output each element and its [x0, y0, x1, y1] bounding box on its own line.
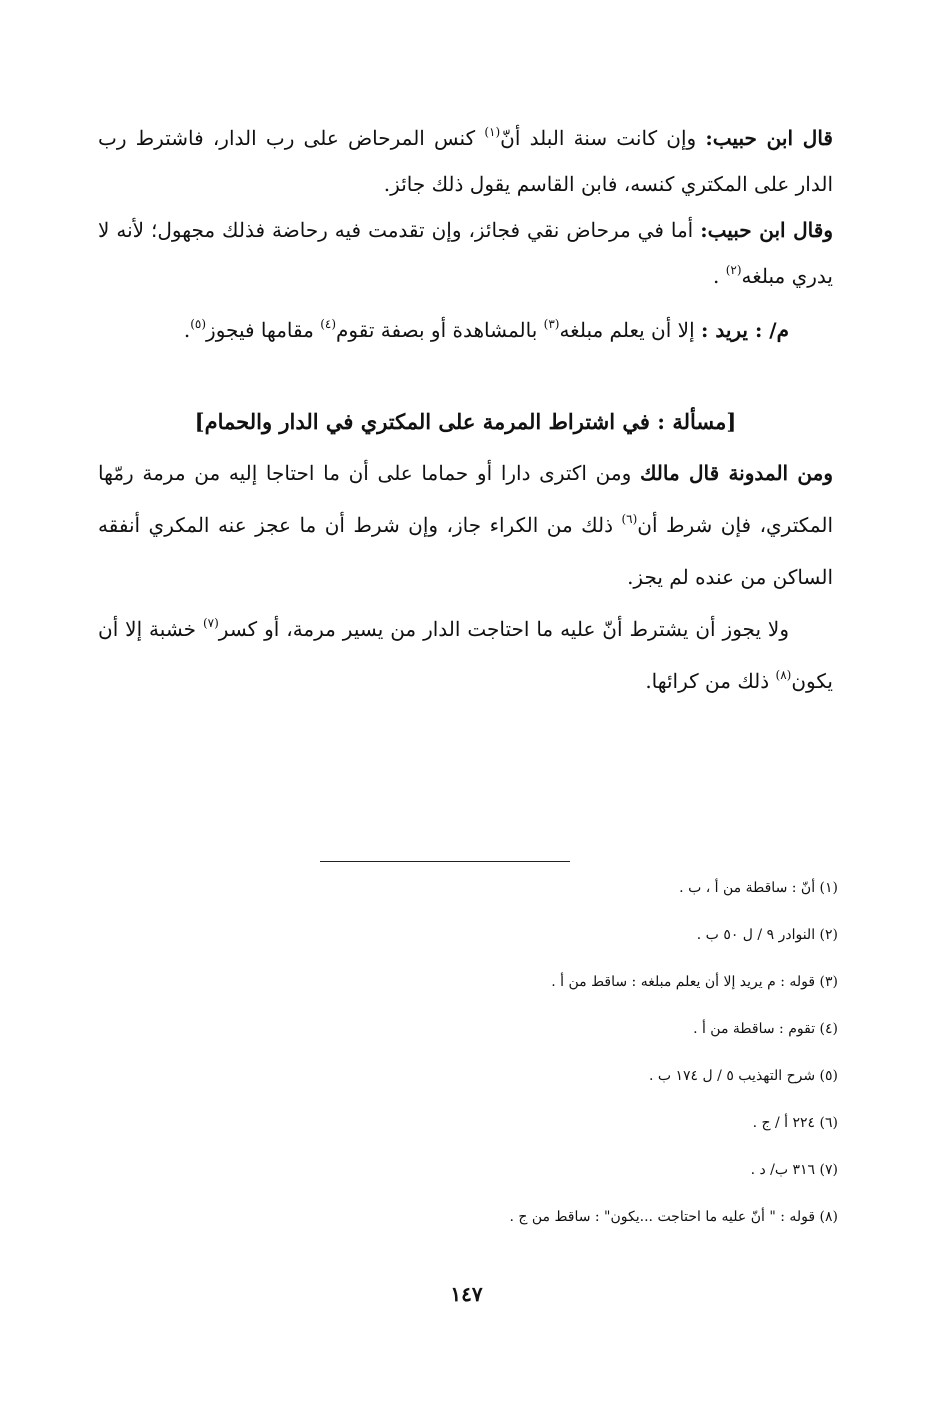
footnote-item: (١) أنّ : ساقطة من أ ، ب .	[679, 880, 838, 896]
speaker-label: قال ابن حبيب:	[705, 126, 833, 150]
footnote-item: (٤) تقوم : ساقطة من أ .	[693, 1021, 838, 1037]
paragraph-text: ذلك من الكراء جاز، وإن شرط أن ما عجز عنه المكري أنفقه الساكن من عنده لم يجز.	[98, 513, 833, 589]
speaker-label: وقال ابن حبيب:	[700, 218, 833, 242]
paragraph-text: إلا أن يعلم مبلغه	[559, 318, 701, 342]
paragraph-3	[98, 307, 833, 353]
footnote-item: (٦) ٢٢٤ أ / ج .	[752, 1115, 838, 1131]
paragraph-text: ومن اكترى دارا أو حماما على أن ما احتاجا إليه من مرمة رمّها المكتري، فإن شرط أن	[98, 461, 834, 537]
main-text-section	[98, 447, 833, 707]
footnote-item: (٨) قوله : " أنّ عليه ما احتاجت ...يكون" : ساقط من ج .	[509, 1209, 838, 1225]
paragraph-5	[98, 603, 833, 707]
speaker-label: م/ : يريد :	[700, 318, 789, 342]
paragraph-text: ولا يجوز أن يشترط أنّ عليه ما احتاجت الدار من يسير مرمة، أو كسر	[218, 617, 789, 641]
footnote-ref: (٤)	[320, 317, 337, 331]
paragraph-text: .	[183, 318, 191, 342]
paragraph-text: بالمشاهدة أو بصفة تقوم	[336, 318, 544, 342]
footnote-item: (٣) قوله : م يريد إلا أن يعلم مبلغه : ساقط من أ .	[551, 974, 838, 990]
footnote-ref: (٢)	[725, 263, 742, 277]
paragraph-text: مقامها فيجوز	[206, 318, 321, 342]
footnote-item: (٧) ٣١٦ ب/ د .	[750, 1162, 838, 1178]
paragraph-text: ذلك من كرائها.	[645, 669, 776, 693]
footnote-ref: (٣)	[543, 317, 560, 331]
footnote-divider	[320, 861, 570, 862]
paragraph-4	[98, 447, 833, 603]
paragraph-text: .	[712, 264, 726, 288]
footnote-ref: (٥)	[190, 317, 207, 331]
speaker-label: ومن المدونة قال مالك	[639, 461, 833, 485]
page-number: ١٤٧	[450, 1282, 483, 1306]
footnote-item: (٥) شرح التهذيب ٥ / ل ١٧٤ ب .	[648, 1068, 838, 1084]
paragraph-text: كنس المرحاض على رب الدار، فاشترط رب الدار على المكتري كنسه، فابن القاسم يقول ذلك جائز.	[98, 126, 833, 196]
paragraph-text: خشبة إلا أن يكون	[98, 617, 833, 693]
footnote-item: (٢) النوادر ٩ / ل ٥٠ ب .	[696, 927, 838, 943]
footnote-ref: (١)	[484, 125, 501, 139]
paragraph-1	[98, 115, 833, 207]
footnote-ref: (٦)	[621, 512, 638, 526]
main-text-top	[98, 115, 833, 353]
paragraph-text: أما في مرحاض نقي فجائز، وإن تقدمت فيه رحاضة فذلك مجهول؛ لأنه لا يدري مبلغه	[98, 218, 833, 288]
footnote-ref: (٨)	[775, 668, 792, 682]
paragraph-2	[98, 207, 833, 299]
footnotes	[98, 870, 838, 1246]
paragraph-text: وإن كانت سنة البلد أنّ	[500, 126, 706, 150]
section-heading: [مسألة : في اشتراط المرمة على المكتري في الدار والحمام]	[194, 409, 737, 434]
footnote-ref: (٧)	[202, 616, 219, 630]
